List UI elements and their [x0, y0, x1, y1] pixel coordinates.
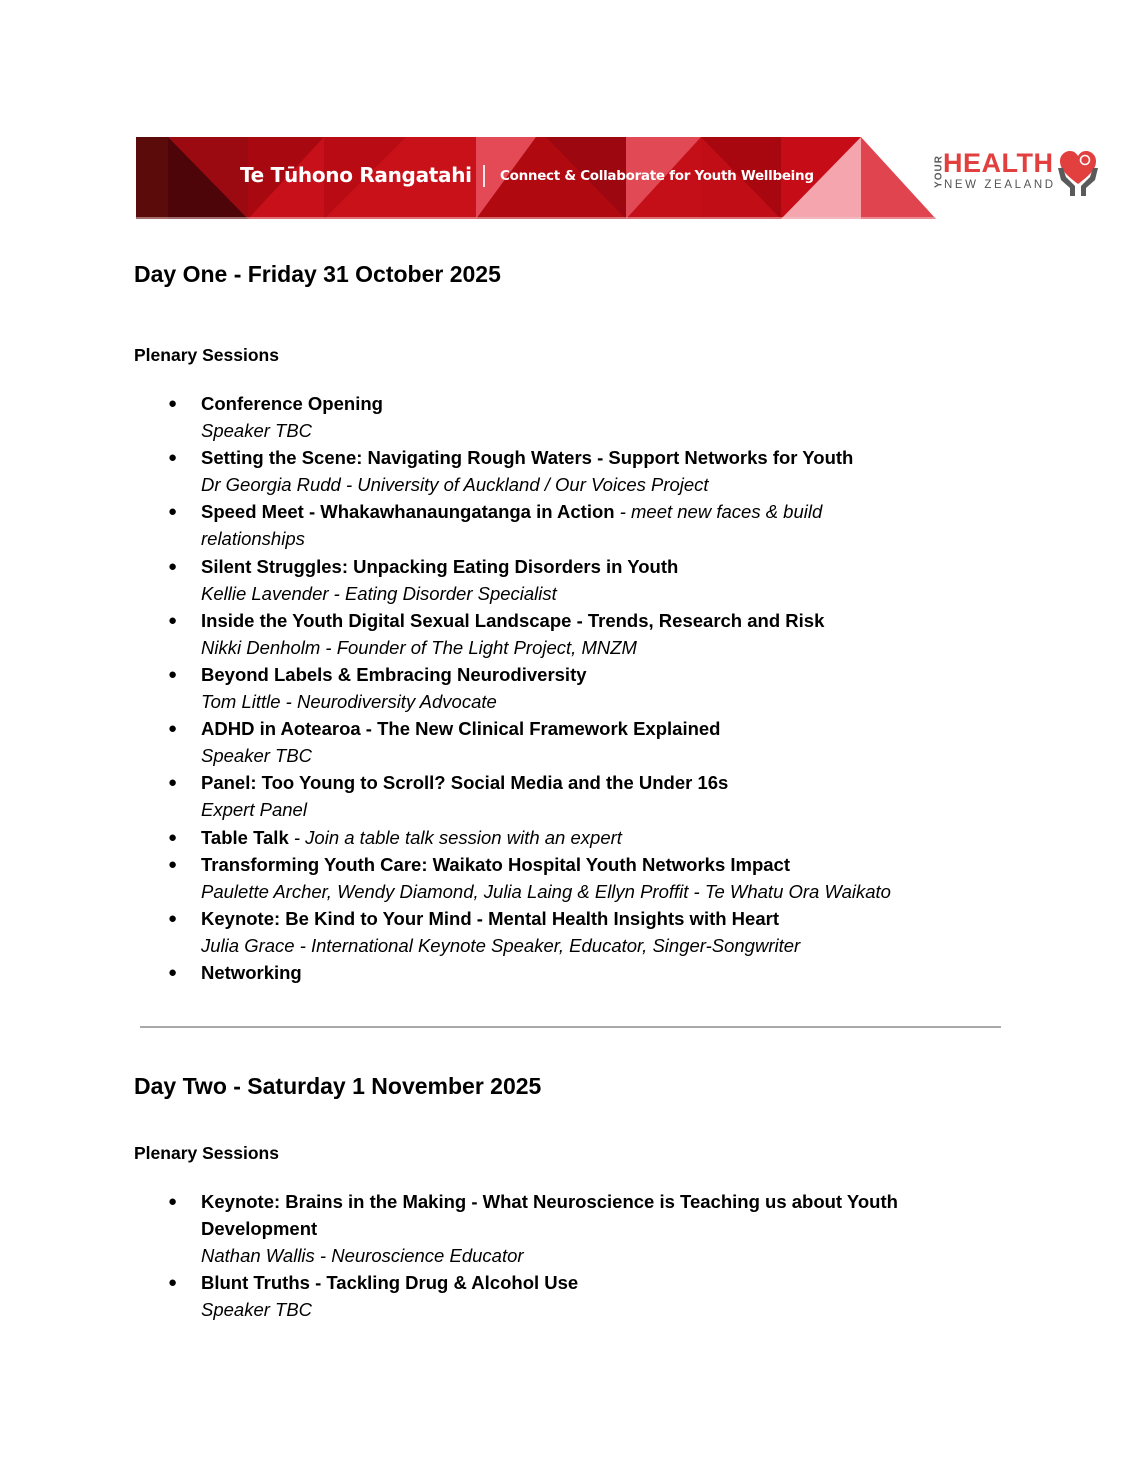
session-speaker: Kellie Lavender - Eating Disorder Specialist: [201, 582, 557, 604]
session-title: Beyond Labels & Embracing Neurodiversity: [201, 663, 587, 685]
session-speaker: Tom Little - Neurodiversity Advocate: [201, 691, 497, 713]
session-title: Speed Meet - Whakawhanaungatanga in Action: [201, 501, 615, 523]
session-speaker: Nikki Denholm - Founder of The Light Project, MNZM: [201, 636, 637, 658]
bullet-icon: ●: [168, 774, 178, 792]
session-title: Table Talk: [201, 826, 289, 848]
bullet-icon: ●: [168, 611, 178, 629]
session-speaker: Speaker TBC: [201, 745, 313, 767]
session-item: [0, 444, 901, 498]
session-description: - meet new faces & build relationships: [201, 501, 823, 550]
session-item: [0, 553, 901, 607]
session-item: [0, 390, 901, 444]
day-one-session-list: [0, 390, 901, 986]
banner-title: Te Tūhono Rangatahi: [240, 163, 472, 187]
day-two-session-list: [0, 1188, 991, 1323]
session-title: Inside the Youth Digital Sexual Landscape - Trends, Research and Risk: [201, 609, 825, 631]
session-title: ADHD in Aotearoa - The New Clinical Framework Explained: [201, 718, 721, 740]
logo-health-text: HEALTH: [943, 148, 1054, 178]
session-title: Setting the Scene: Navigating Rough Waters - Support Networks for Youth: [201, 447, 854, 469]
heart-in-hands-icon: [1058, 150, 1098, 196]
bullet-icon: ●: [168, 909, 178, 927]
bullet-icon: ●: [168, 449, 178, 467]
session-speaker: Speaker TBC: [201, 1299, 313, 1321]
bullet-icon: ●: [168, 557, 178, 575]
bullet-icon: ●: [168, 855, 178, 873]
bullet-icon: ●: [168, 665, 178, 683]
bullet-icon: ●: [168, 963, 178, 981]
your-health-nz-logo: [925, 148, 1100, 198]
day-two-heading: Day Two - Saturday 1 November 2025: [134, 1073, 542, 1099]
session-item: [0, 715, 901, 769]
session-title: Keynote: Brains in the Making - What Neuroscience is Teaching us about Youth Development: [201, 1191, 898, 1240]
day-one-heading: Day One - Friday 31 October 2025: [134, 261, 501, 287]
session-line: [201, 498, 901, 552]
day-two-section-label: Plenary Sessions: [134, 1143, 279, 1163]
session-speaker: Dr Georgia Rudd - University of Auckland / Our Voices Project: [201, 474, 709, 496]
session-item: [0, 769, 901, 823]
session-title: Transforming Youth Care: Waikato Hospital Youth Networks Impact: [201, 853, 791, 875]
session-title: Panel: Too Young to Scroll? Social Media and the Under 16s: [201, 772, 729, 794]
day-one-section-label: Plenary Sessions: [134, 345, 279, 365]
session-speaker: Julia Grace - International Keynote Speaker, Educator, Singer-Songwriter: [201, 934, 801, 956]
session-title: Keynote: Be Kind to Your Mind - Mental Health Insights with Heart: [201, 907, 779, 929]
bullet-icon: ●: [168, 1274, 178, 1292]
logo-country-text: NEW ZEALAND: [944, 179, 1056, 191]
session-item: [0, 905, 901, 959]
bullet-icon: ●: [168, 720, 178, 738]
session-speaker: Paulette Archer, Wendy Diamond, Julia Laing & Ellyn Proffit - Te Whatu Ora Waikato: [201, 880, 891, 902]
session-title: Networking: [201, 961, 302, 983]
logo-your-text: YOUR: [933, 155, 945, 188]
banner-separator: [483, 165, 485, 187]
session-speaker: Expert Panel: [201, 799, 307, 821]
banner-tagline: Connect & Collaborate for Youth Wellbeing: [500, 168, 814, 184]
session-item: [0, 959, 901, 986]
bullet-icon: ●: [168, 828, 178, 846]
session-item: [0, 1269, 991, 1323]
session-title: Blunt Truths - Tackling Drug & Alcohol Use: [201, 1272, 579, 1294]
session-title: Silent Struggles: Unpacking Eating Disorders in Youth: [201, 555, 679, 577]
bullet-icon: ●: [168, 503, 178, 521]
session-item: [0, 661, 901, 715]
session-description: - Join a table talk session with an expert: [288, 826, 622, 848]
bullet-icon: ●: [168, 395, 178, 412]
conference-banner: [136, 137, 936, 219]
session-item: [0, 851, 901, 905]
session-item: [0, 498, 901, 552]
session-speaker: Nathan Wallis - Neuroscience Educator: [201, 1245, 524, 1267]
session-speaker: Speaker TBC: [201, 420, 313, 442]
section-divider: [140, 1026, 1001, 1028]
session-item: [0, 607, 901, 661]
bullet-icon: ●: [168, 1193, 178, 1210]
session-item: [0, 824, 901, 851]
session-title: Conference Opening: [201, 393, 383, 414]
session-item: [0, 1188, 991, 1269]
